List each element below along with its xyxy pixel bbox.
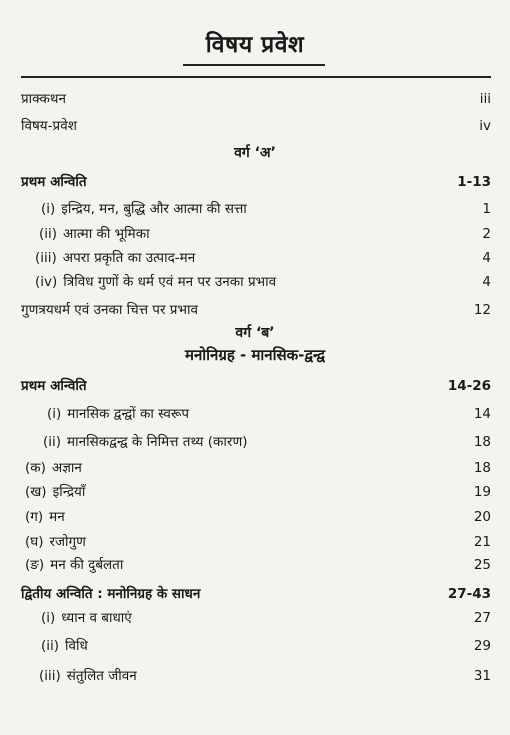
toc-row[interactable] — [21, 634, 491, 658]
toc-label: (क) अज्ञान — [25, 456, 82, 480]
item-marker: (ग) — [25, 509, 44, 525]
toc-page: 31 — [473, 668, 491, 684]
toc-row[interactable] — [21, 606, 491, 630]
item-marker: (ii) — [39, 226, 58, 242]
toc-label: (ख) इन्द्रियाँ — [25, 480, 85, 504]
section-a-heading: वर्ग ‘अ’ — [234, 145, 276, 161]
toc-row[interactable] — [21, 114, 491, 138]
unit-title: प्रथम अन्विति — [21, 378, 87, 394]
toc-page: 29 — [473, 638, 491, 654]
toc-label: (घ) रजोगुण — [25, 530, 86, 554]
toc-page: 21 — [473, 534, 491, 550]
toc-page: 14 — [473, 406, 491, 422]
toc-row[interactable] — [21, 505, 491, 529]
toc-page: 18 — [473, 460, 491, 476]
toc-row[interactable] — [21, 87, 491, 111]
toc-row[interactable] — [21, 197, 491, 221]
toc-page: iii — [479, 91, 491, 107]
toc-label: (ii) आत्मा की भूमिका — [39, 222, 150, 246]
toc-label: (ii) विधि — [41, 634, 88, 658]
top-rule — [21, 76, 491, 78]
item-marker: (क) — [25, 460, 46, 476]
toc-label: (ग) मन — [25, 505, 65, 529]
toc-page: iv — [479, 118, 491, 134]
item-marker: (i) — [47, 406, 62, 422]
toc-page: 27 — [473, 610, 491, 626]
item-marker: (घ) — [25, 534, 44, 550]
item-marker: (ङ) — [25, 557, 45, 573]
toc-label: विषय-प्रवेश — [21, 118, 77, 134]
title-underline — [183, 64, 325, 66]
toc-row[interactable] — [21, 480, 491, 504]
toc-page: 4 — [482, 274, 491, 290]
unit-pages: 1-13 — [457, 174, 491, 190]
unit-title-row[interactable] — [21, 170, 491, 194]
section-b-subheading: मनोनिग्रह - मानसिक-द्वन्द्व — [184, 346, 326, 364]
page-title: विषय प्रवेश — [205, 32, 305, 58]
toc-label: प्राक्कथन — [21, 91, 67, 107]
toc-row[interactable] — [21, 246, 491, 270]
unit-title: द्वितीय अन्विति : मनोनिग्रह के साधन — [21, 586, 201, 602]
toc-label: (i) ध्यान व बाधाएं — [41, 606, 132, 630]
toc-page: 25 — [473, 557, 491, 573]
toc-row[interactable] — [21, 270, 491, 294]
toc-label: (ii) मानसिकद्वन्द्व के निमित्त तथ्य (कारण) — [43, 430, 247, 454]
toc-label: (ङ) मन की दुर्बलता — [25, 553, 123, 577]
toc-page: 18 — [473, 434, 491, 450]
toc-row[interactable] — [21, 553, 491, 577]
toc-page: 20 — [473, 509, 491, 525]
toc-page: 19 — [473, 484, 491, 500]
item-marker: (ii) — [43, 434, 62, 450]
toc-row[interactable] — [21, 456, 491, 480]
unit-title-row[interactable] — [21, 582, 491, 606]
unit-title-row[interactable] — [21, 374, 491, 398]
toc-label: (iii) अपरा प्रकृति का उत्पाद-मन — [35, 246, 195, 270]
section-b-heading: वर्ग ‘ब’ — [235, 325, 275, 341]
item-marker: (iii) — [35, 250, 57, 266]
toc-row[interactable] — [21, 222, 491, 246]
item-marker: (i) — [41, 201, 56, 217]
toc-page: 1 — [482, 201, 491, 217]
toc-row[interactable] — [21, 298, 491, 322]
toc-label: गुणत्रयधर्म एवं उनका चित्त पर प्रभाव — [21, 302, 198, 318]
item-marker: (ii) — [41, 638, 60, 654]
item-marker: (iii) — [39, 668, 61, 684]
toc-label: (i) मानसिक द्वन्द्वों का स्वरूप — [47, 402, 189, 426]
unit-title: प्रथम अन्विति — [21, 174, 87, 190]
toc-page: 4 — [482, 250, 491, 266]
item-marker: (iv) — [35, 274, 58, 290]
unit-pages: 14-26 — [447, 378, 491, 394]
toc-row[interactable] — [21, 664, 491, 688]
toc-row[interactable] — [21, 530, 491, 554]
toc-row[interactable] — [21, 402, 491, 426]
unit-pages: 27-43 — [447, 586, 491, 602]
toc-label: (iv) त्रिविध गुणों के धर्म एवं मन पर उनका प्रभाव — [35, 270, 276, 294]
toc-row[interactable] — [21, 430, 491, 454]
item-marker: (i) — [41, 610, 56, 626]
toc-page: 2 — [482, 226, 491, 242]
toc-label: (iii) संतुलित जीवन — [39, 664, 137, 688]
toc-page: 12 — [473, 302, 491, 318]
item-marker: (ख) — [25, 484, 47, 500]
toc-label: (i) इन्द्रिय, मन, बुद्धि और आत्मा की सत्ता — [41, 197, 247, 221]
